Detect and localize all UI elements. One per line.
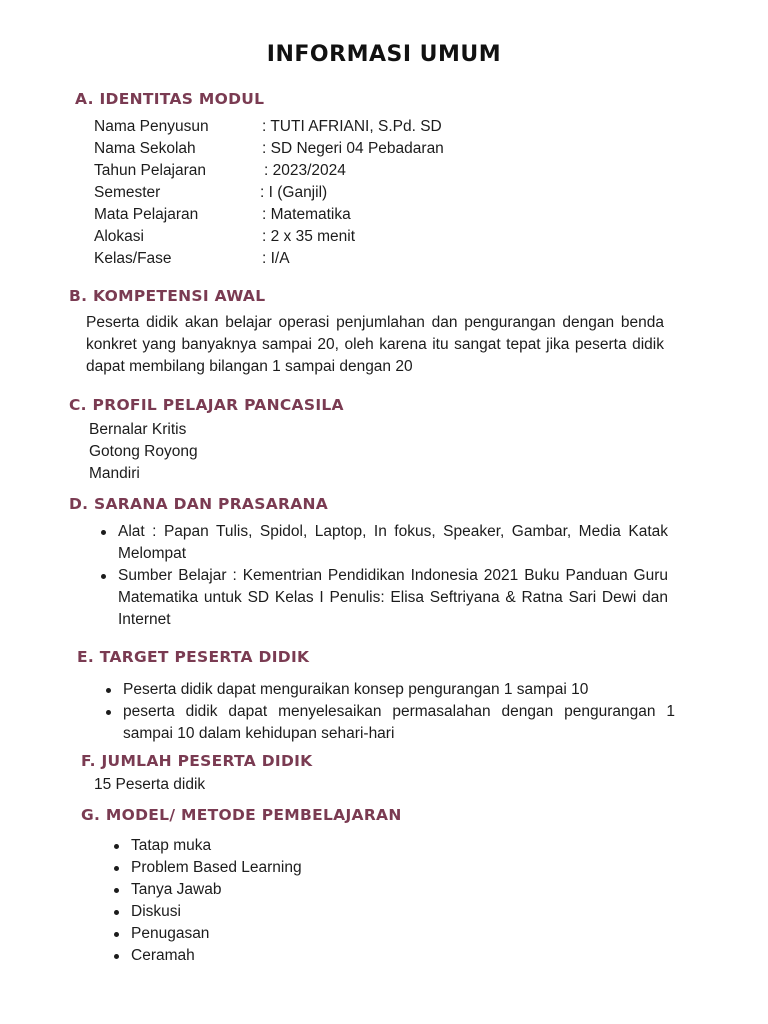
- metode-list: [131, 835, 531, 967]
- target-list: [123, 679, 675, 745]
- list-item: Penugasan: [131, 923, 531, 945]
- identity-label: Kelas/Fase: [94, 250, 172, 267]
- identity-value: : I/A: [262, 250, 290, 267]
- section-d-heading: D. SARANA DAN PRASARANA: [69, 495, 329, 513]
- identity-value: : 2 x 35 menit: [262, 228, 356, 245]
- identity-value: : Matematika: [262, 206, 351, 223]
- list-item: Problem Based Learning: [131, 857, 531, 879]
- identity-value: : TUTI AFRIANI, S.Pd. SD: [262, 118, 442, 135]
- profil-item: Gotong Royong: [89, 443, 198, 460]
- list-item: Alat : Papan Tulis, Spidol, Laptop, In fokus, Speaker, Gambar, Media Katak Melompat: [118, 521, 668, 565]
- sarana-list: [118, 521, 668, 631]
- section-b-heading: B. KOMPETENSI AWAL: [69, 287, 266, 305]
- list-item: Diskusi: [131, 901, 531, 923]
- page-title: INFORMASI UMUM: [266, 42, 502, 67]
- identity-label: Nama Sekolah: [94, 140, 196, 157]
- section-e-heading: E. TARGET PESERTA DIDIK: [77, 648, 310, 666]
- profil-item: Mandiri: [89, 465, 140, 482]
- section-a-heading: A. IDENTITAS MODUL: [75, 90, 265, 108]
- list-item: Peserta didik dapat menguraikan konsep pengurangan 1 sampai 10: [123, 679, 675, 701]
- list-item: Sumber Belajar : Kementrian Pendidikan Indonesia 2021 Buku Panduan Guru Matematika untuk SD Kelas I Penulis: Elisa Seftriyana & Ratna Sari Dewi dan Internet: [118, 565, 668, 631]
- section-c-heading: C. PROFIL PELAJAR PANCASILA: [69, 396, 344, 414]
- section-f-heading: F. JUMLAH PESERTA DIDIK: [81, 752, 313, 770]
- identity-label: Mata Pelajaran: [94, 206, 199, 223]
- identity-label: Nama Penyusun: [94, 118, 209, 135]
- list-item: Ceramah: [131, 945, 531, 967]
- profil-item: Bernalar Kritis: [89, 421, 187, 438]
- kompetensi-awal-text: Peserta didik akan belajar operasi penjumlahan dan pengurangan dengan benda konkret yang banyaknya sampai 20, oleh karena itu sangat tepat jika peserta didik dapat membilang bilangan 1 sampai dengan 20: [86, 314, 664, 375]
- identity-label: Alokasi: [94, 228, 144, 245]
- jumlah-peserta-text: 15 Peserta didik: [94, 776, 206, 793]
- list-item: Tatap muka: [131, 835, 531, 857]
- section-g-heading: G. MODEL/ METODE PEMBELAJARAN: [81, 806, 402, 824]
- identity-value: : 2023/2024: [264, 162, 346, 179]
- list-item: Tanya Jawab: [131, 879, 531, 901]
- identity-label: Semester: [94, 184, 161, 201]
- identity-value: : I (Ganjil): [260, 184, 328, 201]
- list-item: peserta didik dapat menyelesaikan permasalahan dengan pengurangan 1 sampai 10 dalam kehidupan sehari-hari: [123, 701, 675, 745]
- identity-value: : SD Negeri 04 Pebadaran: [262, 140, 444, 157]
- identity-label: Tahun Pelajaran: [94, 162, 207, 179]
